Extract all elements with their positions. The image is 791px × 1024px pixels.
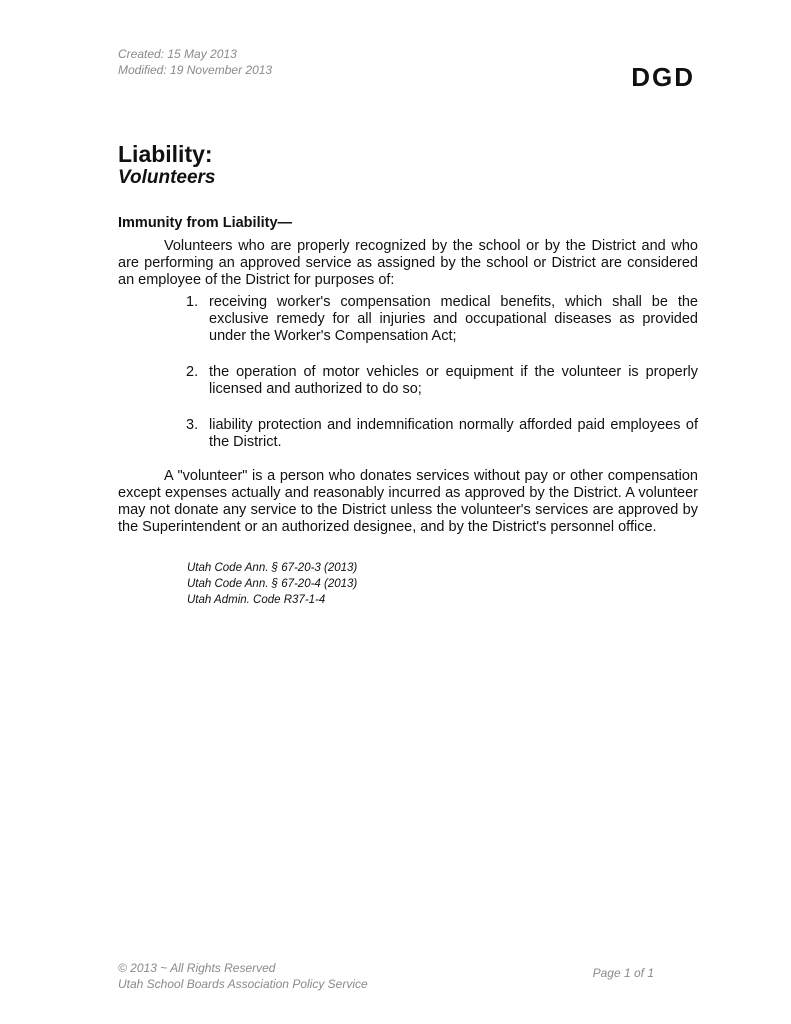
purposes-list: [118, 294, 698, 470]
list-item: [118, 364, 698, 398]
list-item-text: the operation of motor vehicles or equipment if the volunteer is properly licensed and authorized to do so;: [209, 364, 698, 397]
modified-date: Modified: 19 November 2013: [118, 63, 273, 77]
section-heading: Immunity from Liability—: [118, 215, 293, 231]
definition-text: A "volunteer" is a person who donates services without pay or other compensation except expenses actually and reasonably incurred as approved by the District. A volunteer may not donate any service to the District unless the volunteer's services are approved by the Superintendent or an authorized designee, and by the District's personnel office.: [118, 468, 698, 535]
copyright-notice: © 2013 ~ All Rights Reserved: [118, 961, 276, 975]
intro-paragraph: [118, 238, 698, 289]
citation: Utah Code Ann. § 67-20-3 (2013): [187, 562, 358, 574]
list-item-text: liability protection and indemnification normally afforded paid employees of the District.: [209, 417, 698, 450]
list-item-number: 2.: [186, 364, 199, 380]
legal-citations: [187, 560, 357, 608]
list-item-number: 3.: [186, 417, 199, 433]
created-date: Created: 15 May 2013: [118, 47, 237, 61]
policy-code: DGD: [631, 62, 695, 92]
document-meta: [118, 46, 272, 78]
page-title: Liability:: [118, 141, 213, 167]
list-item-text: receiving worker's compensation medical benefits, which shall be the exclusive remedy for all injuries and occupational diseases as provided under the Worker's Compensation Act;: [209, 294, 698, 344]
list-item: [118, 294, 698, 345]
list-item: [118, 417, 698, 451]
publisher-name: Utah School Boards Association Policy Service: [118, 977, 368, 991]
list-item-number: 1.: [186, 294, 199, 310]
footer-credits: [118, 960, 368, 992]
intro-text: Volunteers who are properly recognized by the school or by the District and who are performing an approved service as assigned by the school or District are considered an employee of the District for purposes of:: [118, 238, 698, 288]
citation: Utah Admin. Code R37-1-4: [187, 594, 326, 606]
citation: Utah Code Ann. § 67-20-4 (2013): [187, 578, 358, 590]
definition-paragraph: [118, 468, 698, 536]
page-subtitle: Volunteers: [118, 167, 216, 188]
page-number: Page 1 of 1: [592, 966, 654, 980]
